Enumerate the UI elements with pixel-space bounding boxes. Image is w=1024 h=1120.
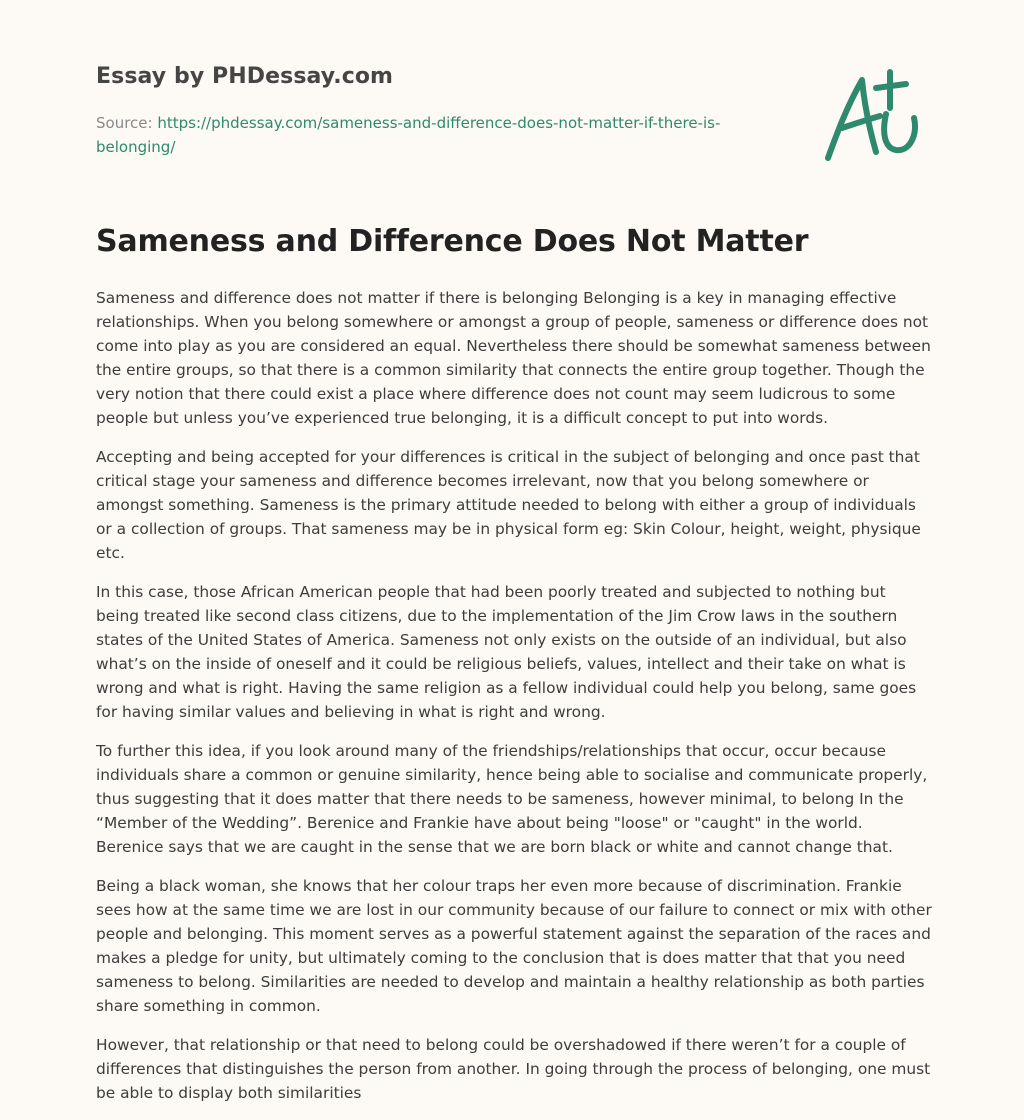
essay-body <box>96 286 932 1120</box>
essay-paragraph-1: Sameness and difference does not matter if there is belonging Belonging is a key in managing effective relationships. When you belong somewhere or amongst a group of people, sameness or difference does not come into play as you are considered an equal. Nevertheless there should be somewhat sameness between the entire groups, so that there is a common similarity that connects the entire group together. Though the very notion that there could exist a place where difference does not count may seem ludicrous to some people but unless you’ve experienced true belonging, it is a difficult concept to put into words. <box>96 289 931 427</box>
source-line <box>96 111 756 159</box>
a-plus-logo-icon <box>818 66 930 166</box>
source-link[interactable]: https://phdessay.com/sameness-and-difference-does-not-matter-if-there-is-belonging/ <box>96 114 721 156</box>
essay-paragraph-5: Being a black woman, she knows that her colour traps her even more because of discrimination. Frankie sees how at the same time we are lost in our community because of our failure to connect or mix with other people and belonging. This moment serves as a powerful statement against the separation of the races and makes a pledge for unity, but ultimately coming to the conclusion that is does matter that that you need sameness to belong. Similarities are needed to develop and maintain a healthy relationship as both parties share something in common. <box>96 877 932 1015</box>
essay-paragraph-3: In this case, those African American people that had been poorly treated and subjected to nothing but being treated like second class citizens, due to the implementation of the Jim Crow laws in the southern states of the United States of America. Sameness not only exists on the outside of an individual, but also what’s on the inside of oneself and it could be religious beliefs, values, intellect and their take on what is wrong and what is right. Having the same religion as a fellow individual could help you belong, same goes for having similar values and believing in what is right and wrong. <box>96 583 917 721</box>
essay-title: Sameness and Difference Does Not Matter <box>96 224 809 259</box>
source-label: Source: <box>96 114 158 132</box>
essay-paragraph-6: However, that relationship or that need to belong could be overshadowed if there weren’t for a couple of differences that distinguishes the person from another. In going through the process of belonging, one must be able to display both similarities <box>96 1036 931 1102</box>
essay-paragraph-4: To further this idea, if you look around many of the friendships/relationships that occur, occur because individuals share a common or genuine similarity, hence being able to socialise and communicate properly, thus suggesting that it does matter that there needs to be sameness, however minimal, to belong In the “Member of the Wedding”. Berenice and Frankie have about being "loose" or "caught" in the world. Berenice says that we are caught in the sense that we are born black or white and cannot change that. <box>96 742 928 856</box>
essay-paragraph-2: Accepting and being accepted for your differences is critical in the subject of belonging and once past that critical stage your sameness and difference becomes irrelevant, now that you belong somewhere or amongst something. Sameness is the primary attitude needed to belong with either a group of individuals or a collection of groups. That sameness may be in physical form eg: Skin Colour, height, weight, physique etc. <box>96 448 921 562</box>
site-brand: Essay by PHDessay.com <box>96 64 394 89</box>
